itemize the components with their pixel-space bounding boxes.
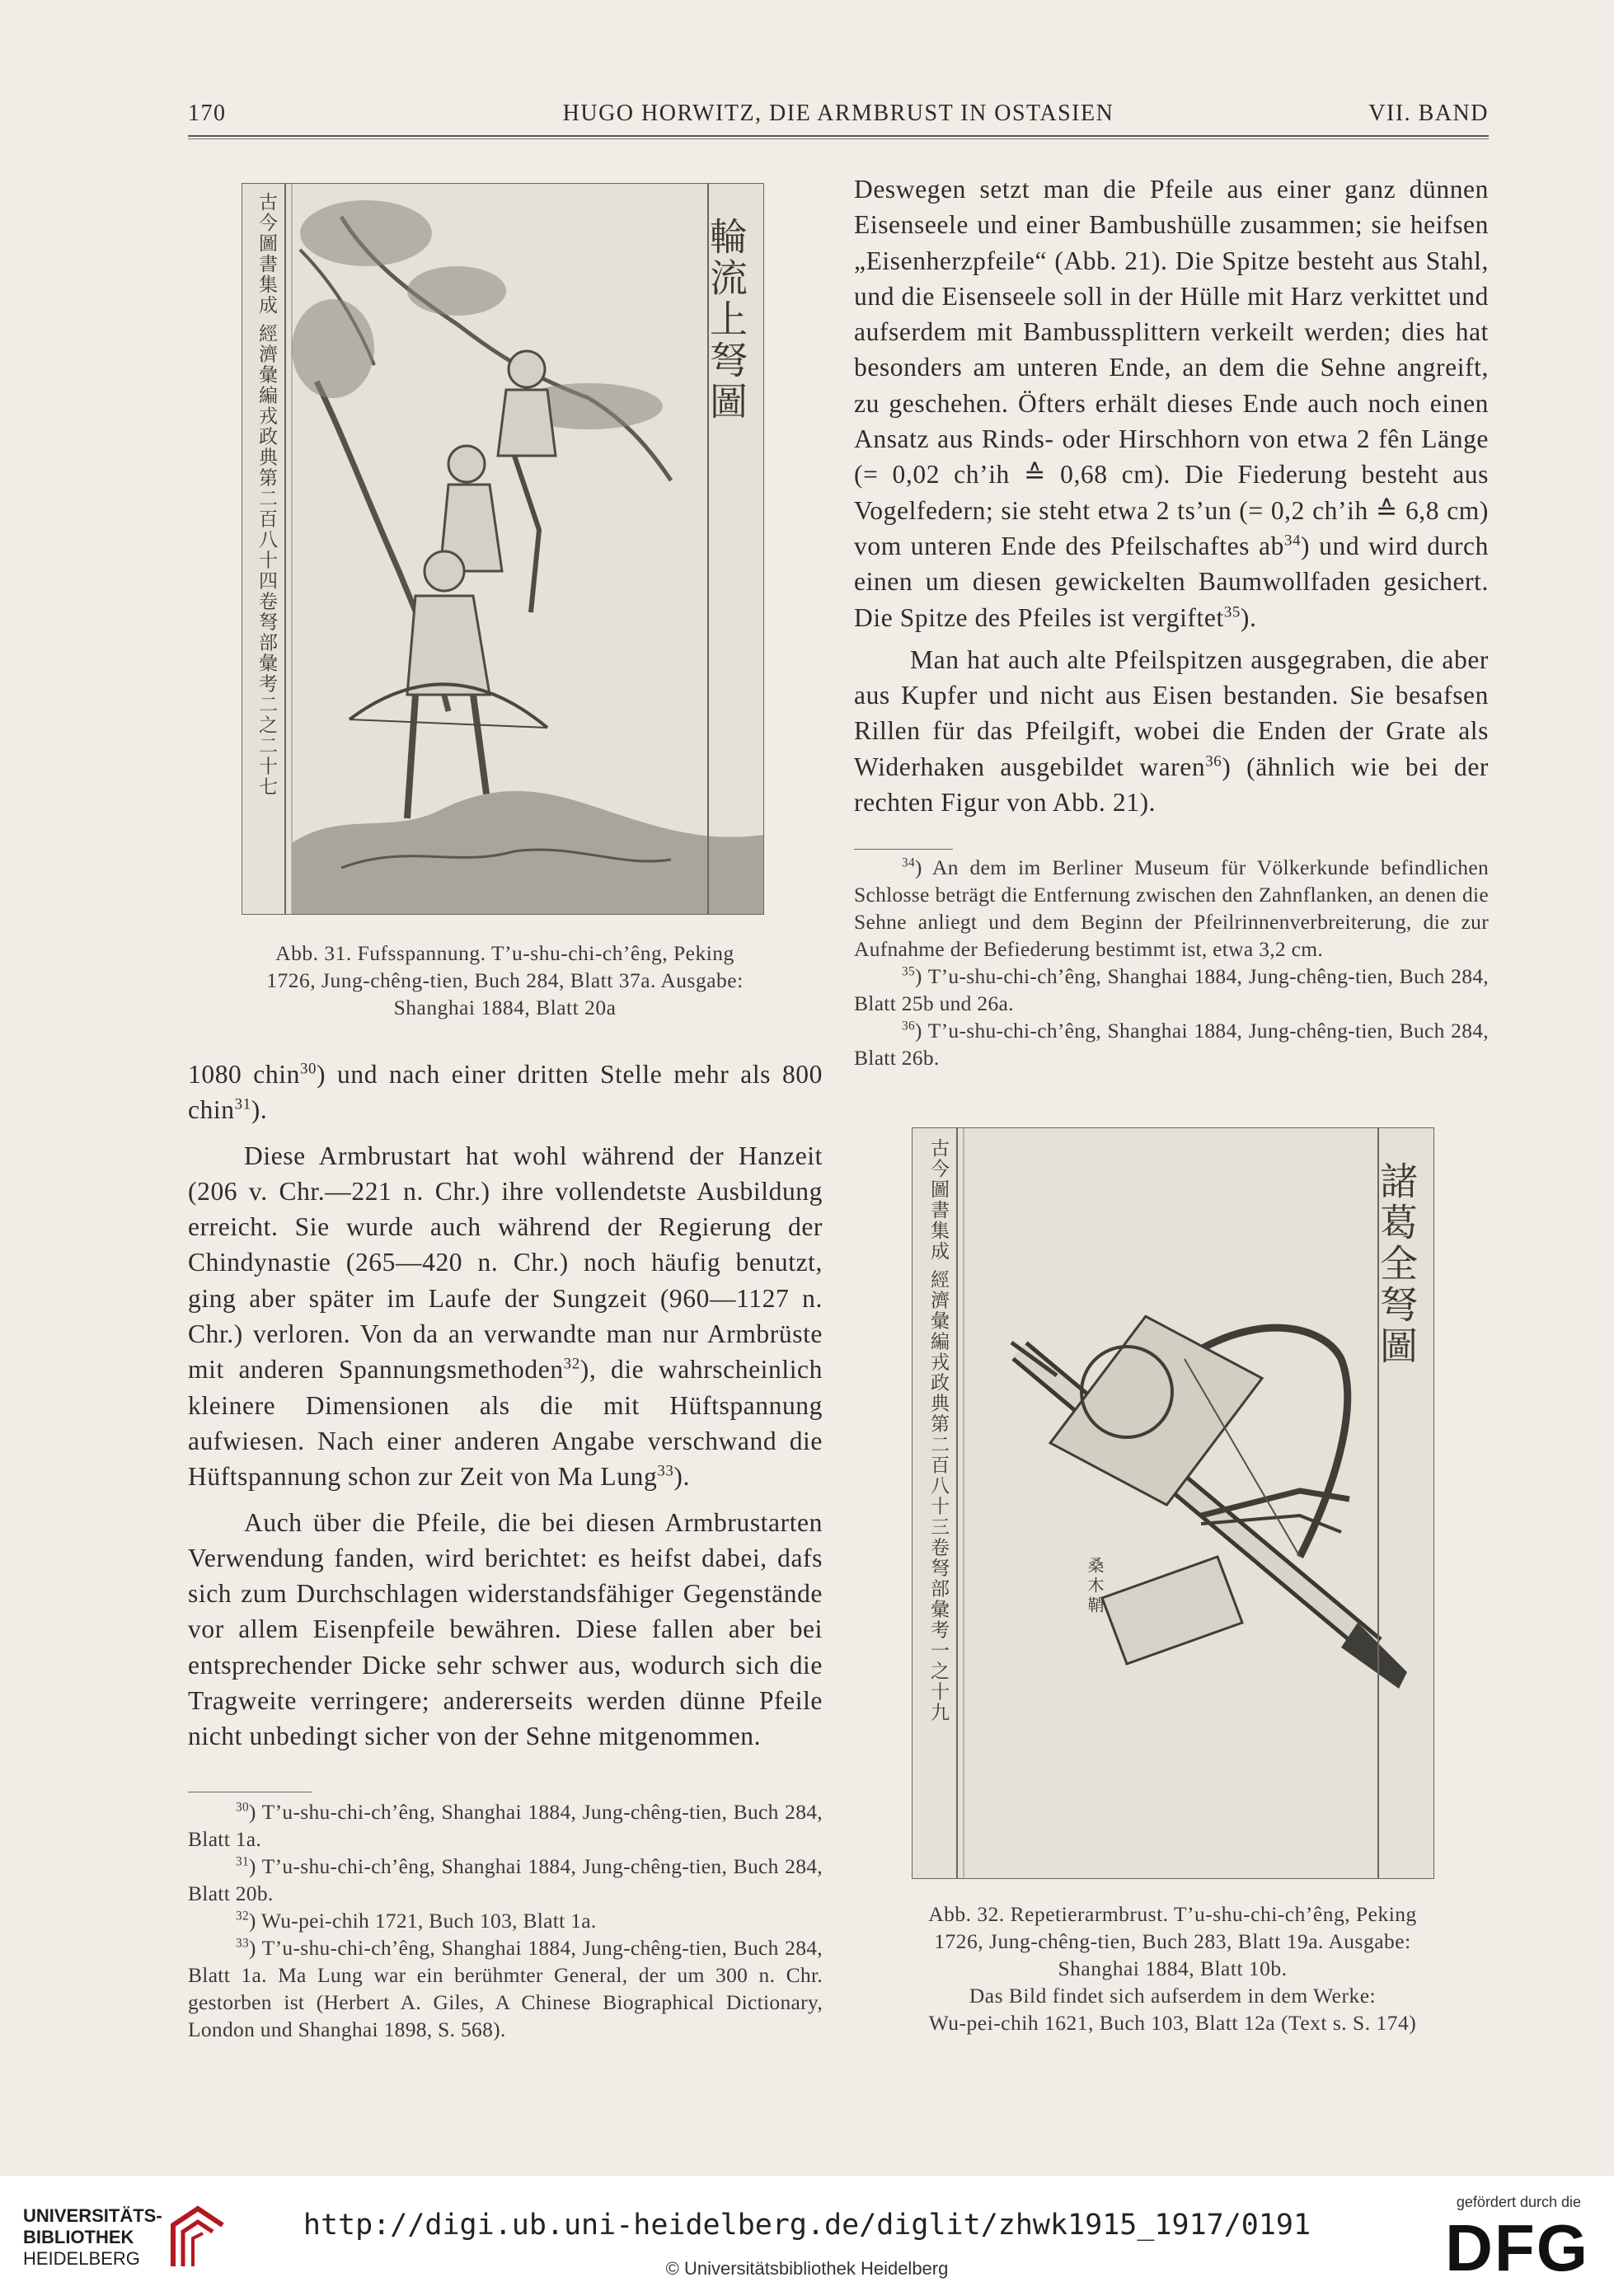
footnote [854, 1017, 1489, 1071]
figure-32-illustration [912, 1127, 1434, 1879]
left-footnotes [188, 1798, 823, 2043]
footnote-ref: 34 [1283, 532, 1302, 550]
footnote-ref: 33 [657, 1462, 674, 1480]
footnote-text: ) Wu-pei-chih 1721, Buch 103, Blatt 1a. [248, 1909, 597, 1933]
paragraph [188, 1057, 823, 1128]
footnote-ref: 30 [299, 1060, 317, 1078]
footnote-number: 31 [236, 1854, 249, 1869]
figure-32-cjk-title: 諸葛全弩圖 [1374, 1161, 1419, 1367]
footnote [188, 1853, 823, 1907]
figure-32-caption-line: Das Bild findet sich aufserdem in dem Werke: [969, 1984, 1377, 2008]
paragraph [188, 1138, 823, 1495]
dfg-logo: DFG [1445, 2211, 1589, 2284]
library-name-line: BIBLIOTHEK [23, 2227, 134, 2247]
footnote-number: 34 [902, 855, 915, 870]
text-run: ) (ähnlich wie bei der rechten Figur von Abb. 21). [854, 752, 1489, 818]
text-run: Man hat auch alte Pfeilspitzen ausgegraben, die aber aus Kupfer und nicht aus Eisen bestanden. Sie besafsen Rillen für das Pfeilgift, wobei die Enden der Grate als Widerhaken ausgebildet waren [854, 644, 1489, 781]
figure-32-cjk-sidetext: 古今圖書集成 經濟彙編戎政典第二百八十三卷弩部彙考一之十九 [927, 1138, 949, 1723]
footnote [188, 1934, 823, 2043]
page-number: 170 [188, 101, 227, 126]
footnote-ref: 35 [1223, 603, 1241, 621]
figure-32-caption-line: Shanghai 1884, Blatt 10b. [1058, 1956, 1288, 1980]
footnote-text: ) T’u-shu-chi-ch’êng, Shanghai 1884, Jung-chêng-tien, Buch 284, Blatt 1a. Ma Lung war ein berühmter General, der um 300 n. Chr. gestorben ist (Herbert A. Giles, A Chinese Biographical Dictionary, London und Shanghai 1898, S. 568). [188, 1936, 823, 2041]
paragraph [854, 171, 1489, 635]
figure-31-caption-line: Shanghai 1884, Blatt 20a [393, 996, 617, 1019]
footnote-number: 35 [902, 964, 915, 979]
footnote-ref: 31 [234, 1095, 251, 1113]
footnote-ref: 36 [1205, 752, 1222, 771]
figure-31-illustration [242, 183, 764, 915]
permalink-url[interactable]: http://digi.ub.uni-heidelberg.de/diglit/zhwk1915_1917/0191 [303, 2209, 1311, 2242]
footnote-text: ) T’u-shu-chi-ch’êng, Shanghai 1884, Jung-chêng-tien, Buch 284, Blatt 20b. [188, 1854, 823, 1905]
figure-31-caption-line: 1726, Jung-chêng-tien, Buch 284, Blatt 37a. Ausgabe: [266, 968, 744, 992]
figure-32-drawing [913, 1128, 1433, 1878]
running-header [188, 92, 1489, 137]
figure-31-cjk-sidetext: 古今圖書集成 經濟彙編戎政典第二百八十四卷弩部彙考二之二十七 [256, 192, 277, 798]
copyright-notice: © Universitätsbibliothek Heidelberg [665, 2258, 949, 2279]
figure-32-caption-line: Abb. 32. Repetierarmbrust. T’u-shu-chi-ch’êng, Peking [928, 1902, 1417, 1926]
footnote-rule [854, 849, 953, 850]
footnote [854, 854, 1489, 963]
library-name-line: HEIDELBERG [23, 2248, 140, 2269]
footnote-number: 30 [236, 1800, 249, 1815]
text-run: ), die wahrscheinlich kleinere Dimensionen als die mit Hüftspannung aufwiesen. Nach einer anderen Angabe verschwand die Hüftspannung schon zur Zeit von Ma Lung [188, 1355, 823, 1492]
text-run: ). [1240, 602, 1257, 632]
footnote-text: ) T’u-shu-chi-ch’êng, Shanghai 1884, Jung-chêng-tien, Buch 284, Blatt 1a. [188, 1800, 823, 1851]
header-rule [188, 138, 1489, 139]
footnote-text: ) T’u-shu-chi-ch’êng, Shanghai 1884, Jung-chêng-tien, Buch 284, Blatt 26b. [854, 1019, 1489, 1070]
figure-32-caption-line: 1726, Jung-chêng-tien, Buch 283, Blatt 19a. Ausgabe: [934, 1929, 1411, 1953]
text-run: ) und wird durch einen um diesen gewickelten Baumwollfaden gesichert. Die Spitze des Pfeiles ist vergiftet [854, 531, 1489, 632]
text-run: ) und nach einer dritten Stelle mehr als 800 chin [188, 1060, 823, 1125]
footnote-text: ) T’u-shu-chi-ch’êng, Shanghai 1884, Jung-chêng-tien, Buch 284, Blatt 25b und 26a. [854, 964, 1489, 1015]
figure-32-inner-label: 桑木鞘 [1085, 1557, 1105, 1616]
paragraph: Auch über die Pfeile, die bei diesen Armbrustarten Verwendung fanden, wird berichtet: es heifst dabei, dafs sich zum Durchschlagen widerstandsfähiger Gegenstände vor allem Eisenpfeile bewähren. Diese fallen aber bei entsprechender Dicke sehr schwer aus, wodurch sich die Tragweite verringere; andererseits werden dünne Pfeile nicht unbedingt sicher von der Sehne mitgenommen. [188, 1507, 823, 1751]
figure-31-caption [206, 939, 804, 1021]
footnote [188, 1907, 823, 1934]
text-run: Deswegen setzt man die Pfeile aus einer ganz dünnen Eisenseele und einer Bambushülle zusammen; sie heifsen „Eisenherzpfeile“ (Abb. 21). Die Spitze besteht aus Stahl, und die Eisenseele soll in der Hülle mit Harz verkittet und aufserdem mit Bambussplittern verkeilt werden; dies hat besonders am unteren Ende, an dem die Sehne angreift, zu geschehen. Öfters erhält dieses Ende auch noch einen Ansatz aus Rinds- oder Hirschhorn von etwa 2 fên Länge (= 0,02 ch’ih ≙ 0,68 cm). Die Fiederung besteht aus Vogelfedern; sie steht etwa 2 ts’un (= 0,2 ch’ih ≙ 6,8 cm) vom unteren Ende des Pfeilschaftes ab [854, 175, 1489, 560]
left-column-text [188, 1057, 823, 1755]
footnote-text: ) An dem im Berliner Museum für Völkerkunde befindlichen Schlosse beträgt die Entfernung zwischen den Zahnflanken, an denen die Sehne anliegt und dem Beginn der Pfeilrinnenverbreiterung, die zur Aufnahme der Befiederung bestimmt ist, etwa 3,2 cm. [854, 855, 1489, 961]
text-run: 1080 chin [188, 1060, 300, 1089]
footnote-number: 36 [902, 1019, 915, 1033]
right-column-text [854, 171, 1489, 820]
text-run: ). [673, 1462, 690, 1492]
right-footnotes [854, 854, 1489, 1071]
footnote [188, 1798, 823, 1853]
footnote-ref: 32 [563, 1355, 580, 1373]
library-name-line: UNIVERSITÄTS- [23, 2205, 162, 2226]
paragraph [854, 642, 1489, 820]
figure-31-caption-line: Abb. 31. Fufsspannung. T’u-shu-chi-ch’êng, Peking [275, 941, 734, 965]
text-run: ). [251, 1095, 268, 1125]
figure-31-drawing [242, 184, 763, 914]
running-title: HUGO HORWITZ, DIE ARMBRUST IN OSTASIEN [562, 101, 1114, 126]
text-run: Diese Armbrustart hat wohl während der Hanzeit (206 v. Chr.—221 n. Chr.) ihre vollendetste Ausbildung erreicht. Sie wurde auch während der Regierung der Chindynastie (265—420 n. Chr.) noch häufig benutzt, ging aber später im Laufe der Sungzeit (960—1127 n. Chr.) verloren. Von da an verwandte man nur Armbrüste mit anderen Spannungsmethoden [188, 1141, 823, 1385]
footnote [854, 963, 1489, 1017]
figure-32-caption-line: Wu-pei-chih 1621, Buch 103, Blatt 12a (Text s. S. 174) [928, 2011, 1417, 2035]
footnote-number: 32 [236, 1909, 249, 1923]
figure-32-caption [866, 1900, 1480, 2036]
funding-label: gefördert durch die [1456, 2194, 1581, 2210]
viewer-footer [0, 2176, 1614, 2296]
figure-31-cjk-title: 輪流上弩圖 [704, 217, 748, 423]
footnote-number: 33 [236, 1936, 249, 1951]
volume-label: VII. BAND [1368, 101, 1489, 126]
